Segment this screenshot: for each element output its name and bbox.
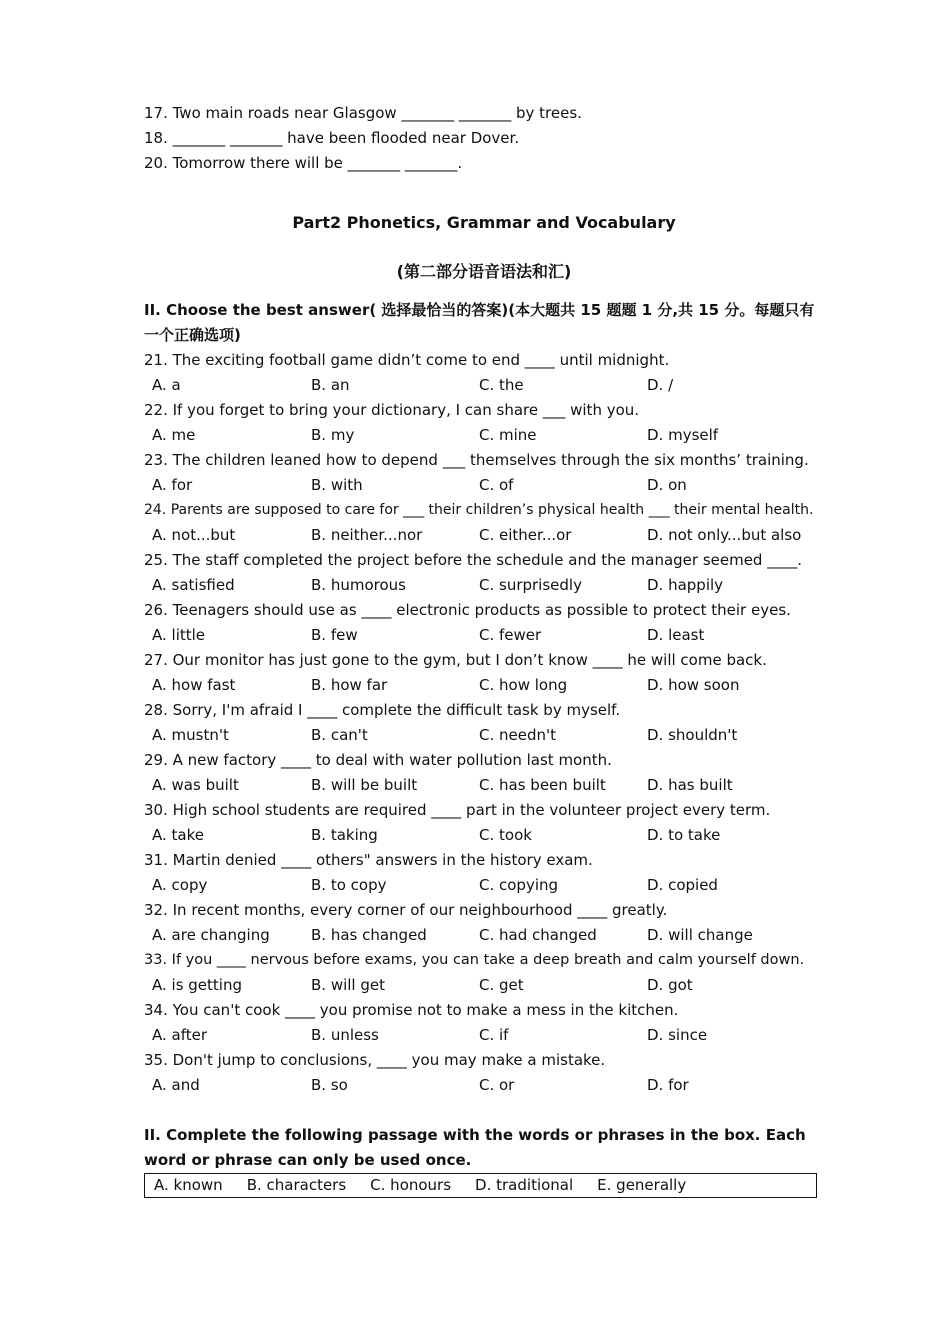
answer-option: B. can't xyxy=(311,726,368,744)
answer-option: C. get xyxy=(479,976,524,994)
answer-option: C. had changed xyxy=(479,926,597,944)
answer-option: B. how far xyxy=(311,676,388,694)
answer-options xyxy=(144,523,824,548)
answer-options xyxy=(144,673,824,698)
answer-option: A. was built xyxy=(152,776,239,794)
answer-options xyxy=(144,773,824,798)
answer-options xyxy=(144,823,824,848)
answer-options xyxy=(144,573,824,598)
answer-option: A. copy xyxy=(152,876,208,894)
answer-option: D. how soon xyxy=(647,676,740,694)
answer-option: C. fewer xyxy=(479,626,542,644)
question-stem: 32. In recent months, every corner of our neighbourhood ____ greatly. xyxy=(144,901,668,919)
answer-option: D. on xyxy=(647,476,687,494)
answer-option: B. an xyxy=(311,376,350,394)
answer-option: C. or xyxy=(479,1076,515,1094)
part-subtitle: (第二部分语音语法和汇) xyxy=(396,262,572,281)
answer-option: D. will change xyxy=(647,926,753,944)
answer-option: C. either...or xyxy=(479,526,572,544)
question-stem: 35. Don't jump to conclusions, ____ you may make a mistake. xyxy=(144,1051,606,1069)
answer-option: D. has built xyxy=(647,776,733,794)
word-option: C. honours xyxy=(370,1176,452,1194)
answer-option: B. with xyxy=(311,476,363,494)
document-page xyxy=(144,101,824,1198)
question-18: 18. _______ _______ have been flooded near Dover. xyxy=(144,129,520,147)
answer-option: A. not...but xyxy=(152,526,236,544)
answer-option: C. the xyxy=(479,376,524,394)
answer-options xyxy=(144,1073,824,1098)
answer-option: B. taking xyxy=(311,826,378,844)
answer-option: D. copied xyxy=(647,876,718,894)
answer-option: D. myself xyxy=(647,426,719,444)
answer-option: A. for xyxy=(152,476,193,494)
answer-options xyxy=(144,723,824,748)
answer-option: B. few xyxy=(311,626,358,644)
answer-option: B. will get xyxy=(311,976,385,994)
answer-option: D. least xyxy=(647,626,705,644)
question-17: 17. Two main roads near Glasgow _______ _______ by trees. xyxy=(144,104,582,122)
question-stem: 23. The children leaned how to depend ___ themselves through the six months’ training. xyxy=(144,451,809,469)
answer-option: B. my xyxy=(311,426,355,444)
answer-option: B. to copy xyxy=(311,876,387,894)
question-stem: 25. The staff completed the project before the schedule and the manager seemed ____. xyxy=(144,551,802,569)
previous-items xyxy=(144,101,824,176)
question-stem: 21. The exciting football game didn’t come to end ____ until midnight. xyxy=(144,351,670,369)
answer-option: A. is getting xyxy=(152,976,242,994)
question-list xyxy=(144,348,824,1098)
answer-option: D. to take xyxy=(647,826,721,844)
answer-option: A. me xyxy=(152,426,196,444)
answer-option: B. has changed xyxy=(311,926,427,944)
answer-option: D. since xyxy=(647,1026,708,1044)
answer-option: C. surprisedly xyxy=(479,576,582,594)
question-stem: 34. You can't cook ____ you promise not to make a mess in the kitchen. xyxy=(144,1001,679,1019)
question-stem: 22. If you forget to bring your dictionary, I can share ___ with you. xyxy=(144,401,640,419)
answer-option: D. / xyxy=(647,376,674,394)
word-option: E. generally xyxy=(597,1176,687,1194)
answer-options xyxy=(144,923,824,948)
answer-option: D. not only...but also xyxy=(647,526,802,544)
answer-option: B. so xyxy=(311,1076,348,1094)
answer-option: A. mustn't xyxy=(152,726,229,744)
answer-option: A. are changing xyxy=(152,926,270,944)
answer-options xyxy=(144,623,824,648)
question-stem: 30. High school students are required ____ part in the volunteer project every term. xyxy=(144,801,771,819)
answer-option: D. got xyxy=(647,976,693,994)
word-option: A. known xyxy=(154,1176,223,1194)
question-stem: 26. Teenagers should use as ____ electronic products as possible to protect their eyes. xyxy=(144,601,791,619)
answer-option: A. take xyxy=(152,826,204,844)
question-stem: 24. Parents are supposed to care for ___ their children’s physical health ___ their mental health. xyxy=(144,502,814,518)
question-stem: 29. A new factory ____ to deal with water pollution last month. xyxy=(144,751,612,769)
answer-option: D. happily xyxy=(647,576,724,594)
answer-option: C. copying xyxy=(479,876,559,894)
answer-option: D. for xyxy=(647,1076,689,1094)
answer-option: C. of xyxy=(479,476,514,494)
word-option: B. characters xyxy=(246,1176,347,1194)
answer-options xyxy=(144,423,824,448)
question-stem: 33. If you ____ nervous before exams, you can take a deep breath and calm yourself down. xyxy=(144,952,805,968)
section-2-title: II. Complete the following passage with the words or phrases in the box. Each word or phrase can only be used once. xyxy=(144,1126,806,1169)
question-stem: 28. Sorry, I'm afraid I ____ complete the difficult task by myself. xyxy=(144,701,621,719)
answer-option: B. humorous xyxy=(311,576,406,594)
answer-option: A. after xyxy=(152,1026,208,1044)
part-title: Part2 Phonetics, Grammar and Vocabulary xyxy=(292,213,676,232)
answer-option: A. little xyxy=(152,626,206,644)
word-box xyxy=(144,1173,817,1198)
answer-option: B. unless xyxy=(311,1026,379,1044)
answer-option: C. if xyxy=(479,1026,509,1044)
answer-option: B. neither...nor xyxy=(311,526,423,544)
answer-options xyxy=(144,873,824,898)
question-20: 20. Tomorrow there will be _______ _______. xyxy=(144,154,463,172)
answer-options xyxy=(144,473,824,498)
answer-option: C. needn't xyxy=(479,726,557,744)
answer-option: A. satisfied xyxy=(152,576,235,594)
question-stem: 27. Our monitor has just gone to the gym, but I don’t know ____ he will come back. xyxy=(144,651,767,669)
answer-option: C. took xyxy=(479,826,532,844)
answer-options xyxy=(144,373,824,398)
answer-option: C. has been built xyxy=(479,776,606,794)
answer-option: A. and xyxy=(152,1076,200,1094)
answer-option: B. will be built xyxy=(311,776,418,794)
answer-option: A. a xyxy=(152,376,181,394)
word-option: D. traditional xyxy=(475,1176,574,1194)
answer-option: C. how long xyxy=(479,676,568,694)
section-1-title: II. Choose the best answer( 选择最恰当的答案)(本大题共 15 题题 1 分,共 15 分。每题只有一个正确选项) xyxy=(144,301,815,344)
answer-options xyxy=(144,1023,824,1048)
answer-option: D. shouldn't xyxy=(647,726,738,744)
question-stem: 31. Martin denied ____ others" answers in the history exam. xyxy=(144,851,593,869)
answer-option: A. how fast xyxy=(152,676,236,694)
answer-option: C. mine xyxy=(479,426,537,444)
answer-options xyxy=(144,973,824,998)
